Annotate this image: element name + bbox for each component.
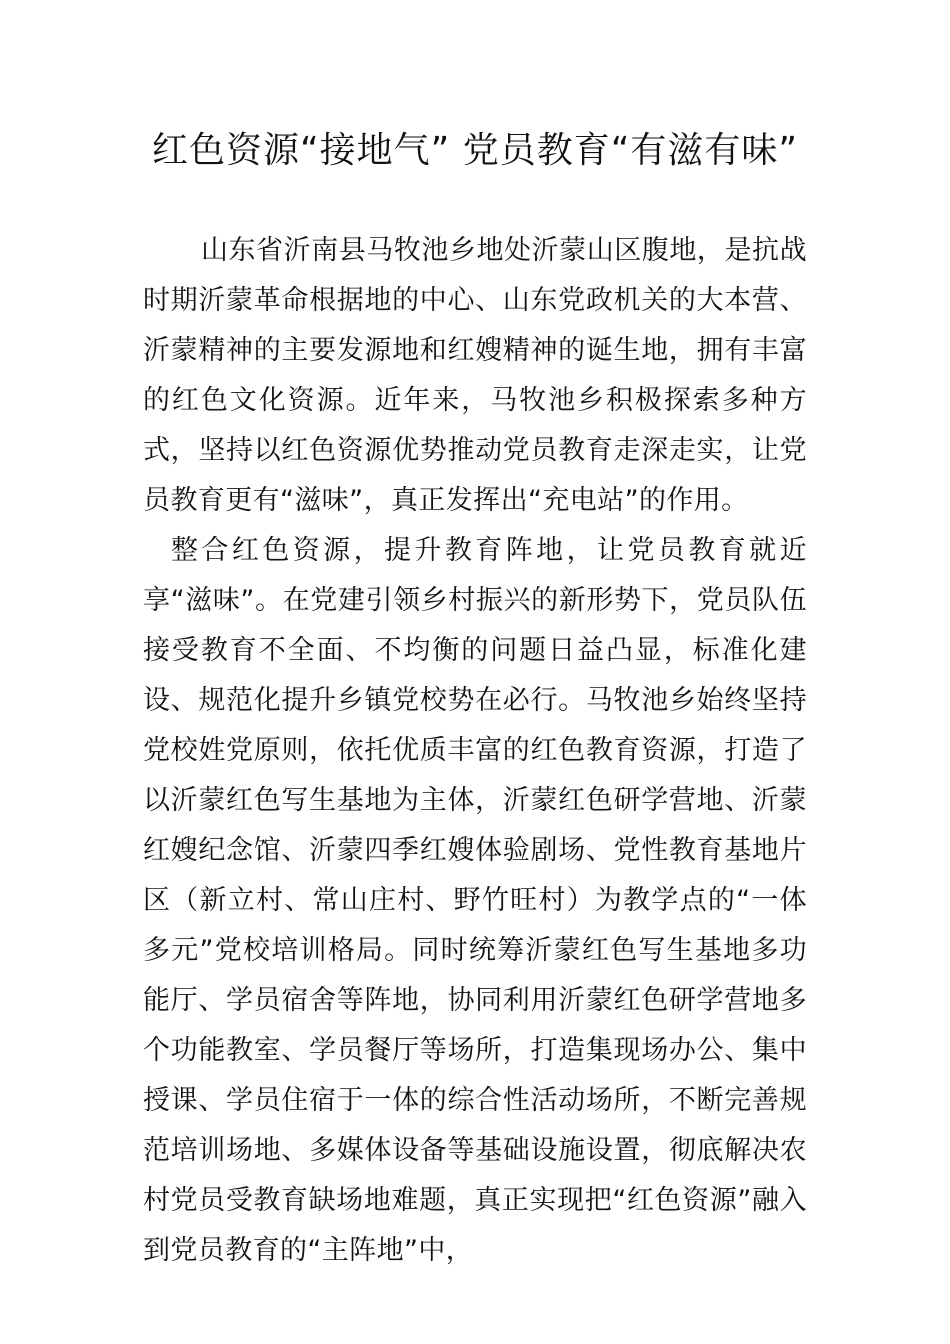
paragraph-intro: 山东省沂南县马牧池乡地处沂蒙山区腹地，是抗战时期沂蒙革命根据地的中心、山东党政机关的大本营、沂蒙精神的主要发源地和红嫂精神的诞生地，拥有丰富的红色文化资源。近年来，马牧池乡积极探索多种方式，坚持以红色资源优势推动党员教育走深走实，让党员教育更有“滋味”，真正发挥出“充电站”的作用。	[143, 235, 807, 516]
paragraph-integrate-resources: 整合红色资源，提升教育阵地，让党员教育就近享“滋味”。在党建引领乡村振兴的新形势下，党员队伍接受教育不全面、不均衡的问题日益凸显，标准化建设、规范化提升乡镇党校势在必行。马牧池乡始终坚持党校姓党原则，依托优质丰富的红色教育资源，打造了以沂蒙红色写生基地为主体，沂蒙红色研学营地、沂蒙红嫂纪念馆、沂蒙四季红嫂体验剧场、党性教育基地片区（新立村、常山庄村、野竹旺村）为教学点的“一体多元”党校培训格局。同时统筹沂蒙红色写生基地多功能厅、学员宿舍等阵地，协同利用沂蒙红色研学营地多个功能教室、学员餐厅等场所，打造集现场办公、集中授课、学员住宿于一体的综合性活动场所，不断完善规范培训场地、多媒体设备等基础设施设置，彻底解决农村党员受教育缺场地难题，真正实现把“红色资源”融入到党员教育的“主阵地”中，	[143, 535, 807, 1266]
document-body	[143, 226, 807, 1276]
document-title: 红色资源“接地气” 党员教育“有滋有味”	[151, 130, 799, 171]
